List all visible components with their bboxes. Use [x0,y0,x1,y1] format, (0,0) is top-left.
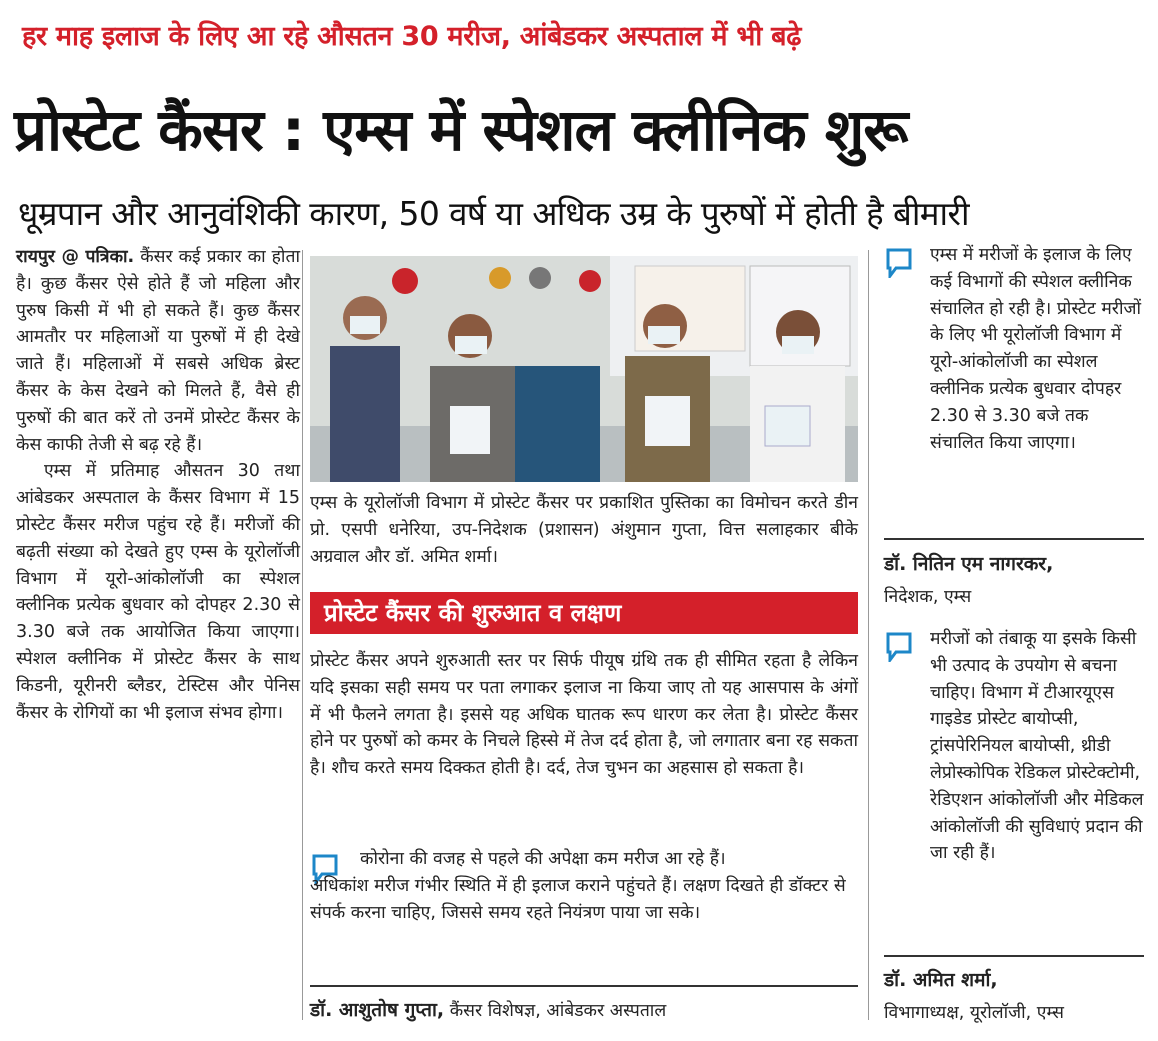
right-quote-2-name: डॉ. अमित शर्मा, [884,969,998,991]
middle-quote-title: कैंसर विशेषज्ञ, आंबेडकर अस्पताल [449,1001,667,1021]
left-para-1 [16,244,300,458]
middle-quote-signature [310,996,858,1022]
photo-illustration [310,256,858,482]
right-quote-1 [884,242,1144,456]
kicker-headline: हर माह इलाज के लिए आ रहे औसतन 30 मरीज, आंबेडकर अस्पताल में भी बढ़े [22,21,802,52]
middle-quote-name: डॉ. आशुतोष गुप्ता, [310,999,445,1021]
left-para-2: एम्स में प्रतिमाह औसतन 30 तथा आंबेडकर अस्पताल के कैंसर विभाग में 15 प्रोस्टेट कैंसर मरीज पहुंच रहे हैं। मरीजों की बढ़ती संख्या को देखते हुए एम्स के यूरोलॉजी विभाग में यूरो-आंकोलॉजी का स्पेशल क्लीनिक प्रत्येक बुधवार को दोपहर 2.30 से 3.30 बजे तक आयोजित किया जाएगा। स्पेशल क्लीनिक में प्रोस्टेट कैंसर के साथ किडनी, यूरीनरी ब्लैडर, टेस्टिस और पेनिस कैंसर के रोगियों का भी इलाज संभव होगा। [16,461,300,723]
middle-quote-rule [310,985,858,987]
column-divider-left [302,250,303,1020]
right-quote-1-text: एम्स में मरीजों के इलाज के लिए कई विभागों की स्पेशल क्लीनिक संचालित हो रही है। प्रोस्टेट मरीजों के लिए भी यूरोलॉजी विभाग में यूरो-आंकोलॉजी का स्पेशल क्लीनिक प्रत्येक बुधवार दोपहर 2.30 से 3.30 बजे तक संचालित किया जाएगा। [930,245,1142,453]
right-quote-1-name-wrap [884,550,1144,576]
deck-subheadline: धूम्रपान और आनुवंशिकी कारण, 50 वर्ष या अधिक उम्र के पुरुषों में होती है बीमारी [18,194,969,233]
right-quote-2-text: मरीजों को तंबाकू या इसके किसी भी उत्पाद के उपयोग से बचना चाहिए। विभाग में टीआरयूएस गाइडेड प्रोस्टेट बायोप्सी, ट्रांसपेरिनियल बायोप्सी, थ्रीडी लेप्रोस्कोपिक रेडिकल प्रोस्टेक्टोमी, रेडिएशन आंकोलॉजी और मेडिकल आंकोलॉजी की सुविधाएं प्रदान की जा रही हैं। [930,629,1144,864]
section-subhead: प्रोस्टेट कैंसर की शुरुआत व लक्षण [324,599,622,627]
middle-quote-rest: अधिकांश मरीज गंभीर स्थिति में ही इलाज कराने पहुंचते हैं। लक्षण दिखते ही डॉक्टर से संपर्क करना चाहिए, जिससे समय रहते नियंत्रण पाया जा सके। [310,875,846,923]
right-quote-1-name: डॉ. नितिन एम नागरकर, [884,553,1054,575]
middle-body-text: प्रोस्टेट कैंसर अपने शुरुआती स्तर पर सिर्फ पीयूष ग्रंथि तक ही सीमित रहता है लेकिन यदि इसका सही समय पर पता लगाकर इलाज ना किया जाए तो यह आसपास के अंगों में भी फैलने लगता है। इससे यह अधिक घातक रूप धारण कर लेता है। प्रोस्टेट कैंसर होने पर पुरुषों को कमर के निचले हिस्से में तेज दर्द होता है, जो लगातार बना रह सकता है। शौच करते समय दिक्कत होती है। दर्द, तेज चुभन का अहसास हो सकता है। [310,651,858,779]
middle-body [310,648,858,782]
right-quote-1-title: निदेशक, एम्स [884,587,972,607]
middle-quote [310,846,858,926]
right-quote-1-rule [884,538,1144,540]
right-quote-2-name-wrap [884,966,1144,992]
middle-quote-line1: कोरोना की वजह से पहले की अपेक्षा कम मरीज आ रहे हैं। [360,849,726,869]
column-divider-right [868,250,869,1020]
event-photo [310,256,858,482]
right-quote-2-title: विभागाध्यक्ष, यूरोलॉजी, एम्स [884,1003,1064,1023]
left-para-1-text: कैंसर कई प्रकार का होता है। कुछ कैंसर ऐसे होते हैं जो महिला और पुरुष किसी में भी हो सकते हैं। कुछ कैंसर आमतौर पर महिलाओं या पुरुषों में ही देखे जाते हैं। महिलाओं में सबसे अधिक ब्रेस्ट कैंसर के केस देखने को मिलते हैं, वैसे ही पुरुषों की बात करें तो उनमें प्रोस्टेट कैंसर के केस काफी तेजी से बढ़ रहे हैं। [16,247,300,455]
photo-caption: एम्स के यूरोलॉजी विभाग में प्रोस्टेट कैंसर पर प्रकाशित पुस्तिका का विमोचन करते डीन प्रो. एसपी धनेरिया, उप-निदेशक (प्रशासन) अंशुमान गुप्ता, वित्त सलाहकार बीके अग्रवाल और डॉ. अमित शर्मा। [310,493,858,567]
left-column [16,244,300,726]
right-quote-2 [884,626,1144,867]
dateline: रायपुर @ पत्रिका. [16,247,135,267]
main-headline: प्रोस्टेट कैंसर : एम्स में स्पेशल क्लीनिक शुरू [14,96,908,164]
right-quote-2-rule [884,955,1144,957]
